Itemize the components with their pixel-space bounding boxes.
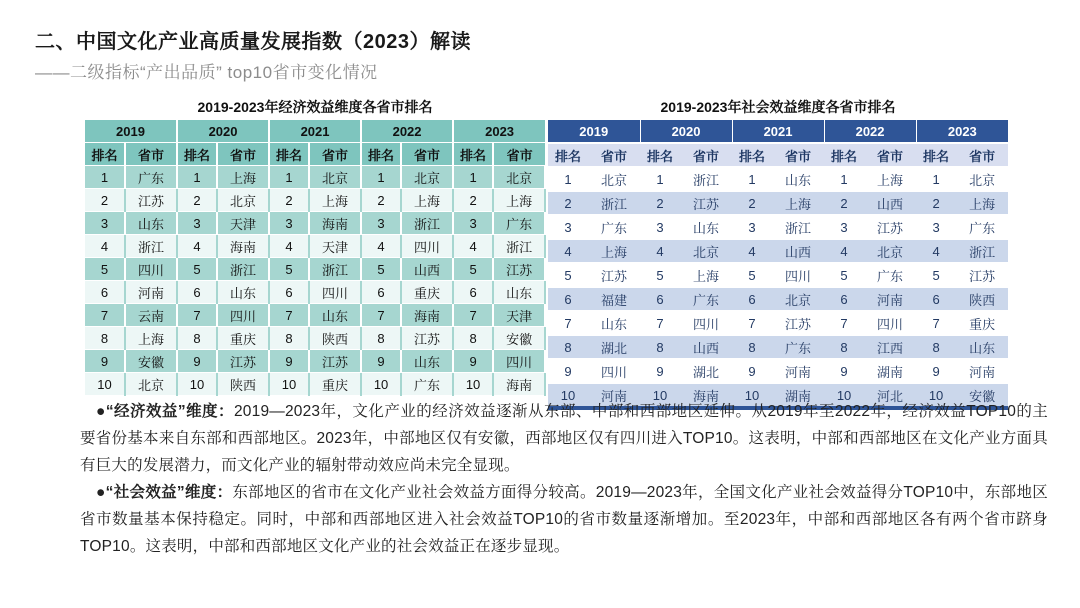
rank-cell: 1 xyxy=(824,167,864,191)
province-cell: 上海 xyxy=(125,327,177,350)
rank-cell: 8 xyxy=(640,335,680,359)
rank-cell: 7 xyxy=(361,304,401,327)
province-cell: 海南 xyxy=(309,212,361,235)
province-header-cell: 省市 xyxy=(125,143,177,166)
province-cell: 广东 xyxy=(772,335,824,359)
year-header-cell: 2020 xyxy=(177,120,269,143)
rank-header-cell: 排名 xyxy=(732,143,772,167)
rank-header-cell: 排名 xyxy=(824,143,864,167)
rank-cell: 2 xyxy=(640,191,680,215)
rank-cell: 5 xyxy=(177,258,217,281)
ranking-row xyxy=(548,311,1008,335)
rank-cell: 9 xyxy=(177,350,217,373)
rank-cell: 2 xyxy=(361,189,401,212)
rank-cell: 3 xyxy=(453,212,493,235)
rank-cell: 8 xyxy=(916,335,956,359)
province-cell: 北京 xyxy=(772,287,824,311)
province-cell: 安徽 xyxy=(493,327,545,350)
social-table-title: 2019-2023年社会效益维度各省市排名 xyxy=(660,99,896,115)
social-benefit-table-section xyxy=(548,97,1008,410)
province-cell: 湖南 xyxy=(864,359,916,383)
rank-cell: 1 xyxy=(269,166,309,189)
page-subtitle: ——二级指标“产出品质” top10省市变化情况 xyxy=(35,63,378,82)
rank-header-cell: 排名 xyxy=(916,143,956,167)
rank-cell: 4 xyxy=(916,239,956,263)
rank-cell: 5 xyxy=(916,263,956,287)
year-header-cell: 2019 xyxy=(85,120,177,143)
province-cell: 北京 xyxy=(493,166,545,189)
ranking-row xyxy=(85,258,545,281)
note-economic xyxy=(80,398,1048,479)
ranking-row xyxy=(548,287,1008,311)
rank-cell: 6 xyxy=(453,281,493,304)
province-cell: 江西 xyxy=(864,335,916,359)
rank-cell: 7 xyxy=(916,311,956,335)
ranking-row xyxy=(85,281,545,304)
rank-cell: 3 xyxy=(177,212,217,235)
province-cell: 上海 xyxy=(217,166,269,189)
province-cell: 江苏 xyxy=(125,189,177,212)
province-cell: 陕西 xyxy=(956,287,1008,311)
rank-cell: 3 xyxy=(916,215,956,239)
province-cell: 江苏 xyxy=(309,350,361,373)
rank-cell: 2 xyxy=(453,189,493,212)
rank-cell: 10 xyxy=(732,383,772,408)
rank-cell: 10 xyxy=(916,383,956,408)
province-cell: 江苏 xyxy=(956,263,1008,287)
province-cell: 四川 xyxy=(217,304,269,327)
rank-cell: 9 xyxy=(269,350,309,373)
rank-cell: 6 xyxy=(824,287,864,311)
ranking-row xyxy=(85,212,545,235)
rank-cell: 10 xyxy=(640,383,680,408)
rank-cell: 6 xyxy=(916,287,956,311)
rank-cell: 8 xyxy=(548,335,588,359)
rank-cell: 10 xyxy=(269,373,309,396)
province-cell: 广东 xyxy=(956,215,1008,239)
province-cell: 四川 xyxy=(401,235,453,258)
rank-cell: 7 xyxy=(453,304,493,327)
year-header-cell: 2021 xyxy=(732,120,824,143)
rank-header-cell: 排名 xyxy=(453,143,493,166)
column-header-row xyxy=(548,143,1008,167)
province-cell: 北京 xyxy=(956,167,1008,191)
province-cell: 广东 xyxy=(125,166,177,189)
province-cell: 河南 xyxy=(588,383,640,408)
rank-cell: 3 xyxy=(824,215,864,239)
year-header-row xyxy=(548,120,1008,143)
rank-cell: 6 xyxy=(732,287,772,311)
rank-cell: 5 xyxy=(824,263,864,287)
year-header-cell: 2023 xyxy=(453,120,545,143)
ranking-row xyxy=(85,304,545,327)
province-header-cell: 省市 xyxy=(680,143,732,167)
rank-header-cell: 排名 xyxy=(640,143,680,167)
rank-cell: 10 xyxy=(453,373,493,396)
ranking-row xyxy=(85,166,545,189)
province-cell: 浙江 xyxy=(680,167,732,191)
province-cell: 上海 xyxy=(680,263,732,287)
rank-cell: 1 xyxy=(640,167,680,191)
province-cell: 山东 xyxy=(217,281,269,304)
rank-cell: 4 xyxy=(269,235,309,258)
year-header-cell: 2022 xyxy=(824,120,916,143)
ranking-row xyxy=(548,263,1008,287)
year-header-cell: 2020 xyxy=(640,120,732,143)
province-cell: 浙江 xyxy=(493,235,545,258)
province-cell: 北京 xyxy=(125,373,177,396)
slide-header xyxy=(35,25,471,83)
province-cell: 陕西 xyxy=(217,373,269,396)
analysis-notes xyxy=(80,398,1048,560)
rank-cell: 4 xyxy=(177,235,217,258)
rank-cell: 4 xyxy=(453,235,493,258)
province-cell: 海南 xyxy=(401,304,453,327)
province-cell: 山东 xyxy=(493,281,545,304)
note-social xyxy=(80,479,1048,560)
province-cell: 江苏 xyxy=(588,263,640,287)
province-cell: 湖北 xyxy=(680,359,732,383)
rank-cell: 3 xyxy=(548,215,588,239)
rank-cell: 8 xyxy=(824,335,864,359)
province-cell: 北京 xyxy=(864,239,916,263)
rank-header-cell: 排名 xyxy=(361,143,401,166)
province-cell: 北京 xyxy=(401,166,453,189)
province-header-cell: 省市 xyxy=(401,143,453,166)
province-cell: 江苏 xyxy=(864,215,916,239)
province-cell: 河南 xyxy=(125,281,177,304)
province-cell: 上海 xyxy=(309,189,361,212)
rank-cell: 10 xyxy=(85,373,125,396)
rank-cell: 3 xyxy=(269,212,309,235)
province-cell: 河南 xyxy=(956,359,1008,383)
rank-cell: 7 xyxy=(548,311,588,335)
note-social-label: ●“社会效益”维度： xyxy=(96,484,233,501)
province-cell: 浙江 xyxy=(401,212,453,235)
rank-cell: 4 xyxy=(824,239,864,263)
rank-cell: 5 xyxy=(640,263,680,287)
province-cell: 河南 xyxy=(772,359,824,383)
province-cell: 浙江 xyxy=(309,258,361,281)
rank-cell: 2 xyxy=(824,191,864,215)
rank-cell: 3 xyxy=(732,215,772,239)
province-cell: 上海 xyxy=(864,167,916,191)
province-cell: 江苏 xyxy=(680,191,732,215)
rank-header-cell: 排名 xyxy=(548,143,588,167)
province-cell: 上海 xyxy=(956,191,1008,215)
province-cell: 安徽 xyxy=(956,383,1008,408)
province-cell: 浙江 xyxy=(956,239,1008,263)
rank-header-cell: 排名 xyxy=(85,143,125,166)
ranking-row xyxy=(548,215,1008,239)
rank-cell: 6 xyxy=(269,281,309,304)
province-cell: 安徽 xyxy=(125,350,177,373)
rank-cell: 7 xyxy=(85,304,125,327)
province-cell: 上海 xyxy=(772,191,824,215)
rank-cell: 1 xyxy=(361,166,401,189)
province-cell: 四川 xyxy=(309,281,361,304)
note-economic-label: ●“经济效益”维度： xyxy=(96,403,234,420)
ranking-row xyxy=(85,235,545,258)
province-cell: 山西 xyxy=(401,258,453,281)
province-cell: 湖北 xyxy=(588,335,640,359)
province-cell: 北京 xyxy=(680,239,732,263)
rank-header-cell: 排名 xyxy=(269,143,309,166)
province-cell: 山东 xyxy=(401,350,453,373)
rank-cell: 2 xyxy=(732,191,772,215)
rank-cell: 3 xyxy=(85,212,125,235)
province-cell: 重庆 xyxy=(401,281,453,304)
rank-cell: 9 xyxy=(824,359,864,383)
province-cell: 山东 xyxy=(772,167,824,191)
rank-cell: 4 xyxy=(732,239,772,263)
rank-cell: 8 xyxy=(85,327,125,350)
province-header-cell: 省市 xyxy=(493,143,545,166)
rank-cell: 2 xyxy=(269,189,309,212)
ranking-row xyxy=(548,359,1008,383)
rank-cell: 7 xyxy=(824,311,864,335)
province-cell: 上海 xyxy=(493,189,545,212)
rank-cell: 10 xyxy=(361,373,401,396)
rank-cell: 1 xyxy=(453,166,493,189)
ranking-row xyxy=(85,327,545,350)
rank-cell: 5 xyxy=(361,258,401,281)
year-header-cell: 2022 xyxy=(361,120,453,143)
province-cell: 河南 xyxy=(864,287,916,311)
rank-cell: 2 xyxy=(916,191,956,215)
year-header-cell: 2023 xyxy=(916,120,1008,143)
rank-cell: 9 xyxy=(916,359,956,383)
rank-cell: 1 xyxy=(732,167,772,191)
province-cell: 上海 xyxy=(588,239,640,263)
rank-cell: 2 xyxy=(85,189,125,212)
province-header-cell: 省市 xyxy=(217,143,269,166)
province-cell: 重庆 xyxy=(956,311,1008,335)
rank-cell: 7 xyxy=(640,311,680,335)
province-cell: 浙江 xyxy=(217,258,269,281)
province-cell: 浙江 xyxy=(125,235,177,258)
rank-cell: 8 xyxy=(177,327,217,350)
ranking-row xyxy=(548,167,1008,191)
province-cell: 江苏 xyxy=(217,350,269,373)
province-cell: 陕西 xyxy=(309,327,361,350)
rank-cell: 10 xyxy=(177,373,217,396)
province-cell: 山西 xyxy=(680,335,732,359)
province-cell: 四川 xyxy=(125,258,177,281)
rank-cell: 1 xyxy=(85,166,125,189)
rank-cell: 1 xyxy=(548,167,588,191)
province-cell: 浙江 xyxy=(588,191,640,215)
year-header-cell: 2019 xyxy=(548,120,640,143)
province-cell: 山东 xyxy=(680,215,732,239)
province-cell: 广东 xyxy=(401,373,453,396)
ranking-row xyxy=(85,189,545,212)
rank-cell: 4 xyxy=(548,239,588,263)
rank-cell: 9 xyxy=(85,350,125,373)
province-cell: 北京 xyxy=(588,167,640,191)
rank-cell: 9 xyxy=(361,350,401,373)
rank-cell: 6 xyxy=(361,281,401,304)
rank-cell: 5 xyxy=(732,263,772,287)
ranking-row xyxy=(548,239,1008,263)
rank-header-cell: 排名 xyxy=(177,143,217,166)
province-header-cell: 省市 xyxy=(864,143,916,167)
province-cell: 云南 xyxy=(125,304,177,327)
rank-cell: 2 xyxy=(177,189,217,212)
rank-cell: 2 xyxy=(548,191,588,215)
province-cell: 海南 xyxy=(217,235,269,258)
rank-cell: 8 xyxy=(361,327,401,350)
province-cell: 重庆 xyxy=(309,373,361,396)
rank-cell: 6 xyxy=(640,287,680,311)
rank-cell: 4 xyxy=(85,235,125,258)
note-economic-text: 2019—2023年，文化产业的经济效益逐渐从东部、中部和西部地区延伸。从2019年至2022年，经济效益TOP10的主要省份基本来自东部和西部地区。2023年，中部地区仅有安徽，西部地区仅有四川进入TOP10。这表明，中部和西部地区在文化产业方面具有巨大的发展潜力，而文化产业的辐射带动效应尚未完全显现。 xyxy=(80,403,1048,474)
rank-cell: 7 xyxy=(732,311,772,335)
province-cell: 福建 xyxy=(588,287,640,311)
province-cell: 河北 xyxy=(864,383,916,408)
economic-ranking-table xyxy=(85,120,546,396)
province-cell: 四川 xyxy=(772,263,824,287)
province-cell: 浙江 xyxy=(772,215,824,239)
province-cell: 天津 xyxy=(309,235,361,258)
rank-cell: 6 xyxy=(177,281,217,304)
province-cell: 上海 xyxy=(401,189,453,212)
economic-benefit-table-section xyxy=(85,97,545,410)
note-social-text: 东部地区的省市在文化产业社会效益方面得分较高。2019—2023年，全国文化产业社会效益得分TOP10中，东部地区省市数量基本保持稳定。同时，中部和西部地区进入社会效益TOP10的省市数量逐渐增加。至2023年，中部和西部地区各有两个省市跻身TOP10。这表明，中部和西部地区文化产业的社会效益正在逐步显现。 xyxy=(80,484,1048,555)
province-cell: 山东 xyxy=(309,304,361,327)
rank-cell: 4 xyxy=(361,235,401,258)
province-cell: 四川 xyxy=(864,311,916,335)
ranking-row xyxy=(85,373,545,396)
province-cell: 江苏 xyxy=(772,311,824,335)
rank-cell: 5 xyxy=(548,263,588,287)
province-cell: 天津 xyxy=(217,212,269,235)
ranking-row xyxy=(548,191,1008,215)
province-cell: 海南 xyxy=(493,373,545,396)
ranking-row xyxy=(548,335,1008,359)
rank-cell: 10 xyxy=(824,383,864,408)
province-cell: 江苏 xyxy=(493,258,545,281)
province-cell: 广东 xyxy=(588,215,640,239)
province-header-cell: 省市 xyxy=(956,143,1008,167)
province-header-cell: 省市 xyxy=(772,143,824,167)
rank-cell: 7 xyxy=(177,304,217,327)
rank-cell: 8 xyxy=(453,327,493,350)
province-cell: 山西 xyxy=(864,191,916,215)
rank-cell: 9 xyxy=(453,350,493,373)
province-cell: 山东 xyxy=(125,212,177,235)
province-cell: 湖南 xyxy=(772,383,824,408)
province-cell: 广东 xyxy=(864,263,916,287)
province-cell: 广东 xyxy=(493,212,545,235)
province-cell: 江苏 xyxy=(401,327,453,350)
rank-cell: 7 xyxy=(269,304,309,327)
rank-cell: 6 xyxy=(85,281,125,304)
social-ranking-table xyxy=(548,120,1008,410)
province-header-cell: 省市 xyxy=(309,143,361,166)
province-cell: 山西 xyxy=(772,239,824,263)
rank-cell: 3 xyxy=(361,212,401,235)
rank-cell: 9 xyxy=(548,359,588,383)
year-header-row xyxy=(85,120,545,143)
province-header-cell: 省市 xyxy=(588,143,640,167)
rank-cell: 10 xyxy=(548,383,588,408)
rank-cell: 6 xyxy=(548,287,588,311)
province-cell: 天津 xyxy=(493,304,545,327)
tables-region xyxy=(85,97,1008,410)
province-cell: 山东 xyxy=(956,335,1008,359)
rank-cell: 5 xyxy=(85,258,125,281)
rank-cell: 8 xyxy=(732,335,772,359)
province-cell: 山东 xyxy=(588,311,640,335)
rank-cell: 5 xyxy=(269,258,309,281)
column-header-row xyxy=(85,143,545,166)
province-cell: 四川 xyxy=(493,350,545,373)
province-cell: 北京 xyxy=(217,189,269,212)
rank-cell: 4 xyxy=(640,239,680,263)
rank-cell: 5 xyxy=(453,258,493,281)
rank-cell: 1 xyxy=(916,167,956,191)
rank-cell: 1 xyxy=(177,166,217,189)
rank-cell: 9 xyxy=(732,359,772,383)
rank-cell: 3 xyxy=(640,215,680,239)
page-title: 二、中国文化产业高质量发展指数（2023）解读 xyxy=(35,31,471,53)
rank-cell: 8 xyxy=(269,327,309,350)
province-cell: 广东 xyxy=(680,287,732,311)
province-cell: 四川 xyxy=(588,359,640,383)
ranking-row xyxy=(85,350,545,373)
province-cell: 北京 xyxy=(309,166,361,189)
economic-table-title: 2019-2023年经济效益维度各省市排名 xyxy=(197,99,433,115)
province-cell: 海南 xyxy=(680,383,732,408)
rank-cell: 9 xyxy=(640,359,680,383)
province-cell: 四川 xyxy=(680,311,732,335)
province-cell: 重庆 xyxy=(217,327,269,350)
year-header-cell: 2021 xyxy=(269,120,361,143)
